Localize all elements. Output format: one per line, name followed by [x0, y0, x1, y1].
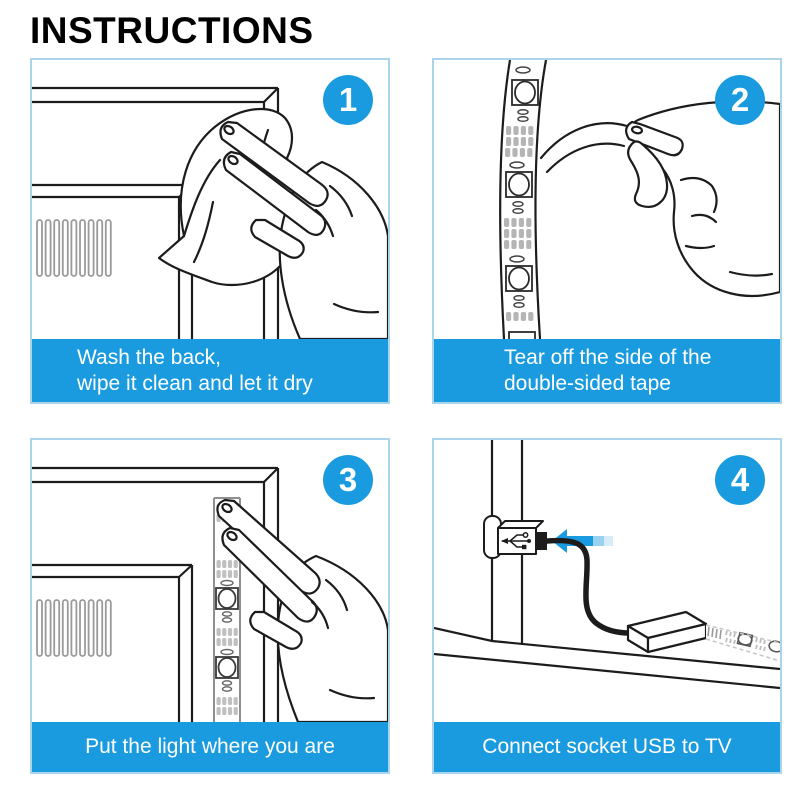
- page-title: INSTRUCTIONS: [30, 10, 314, 51]
- usb-cable: [547, 541, 630, 633]
- step-caption: [32, 339, 388, 402]
- step-caption: [32, 722, 388, 772]
- illustration-connect-usb: [434, 440, 780, 722]
- step-number-badge: [715, 75, 765, 125]
- vent-grille-icon: [37, 600, 111, 656]
- pinching-hand: [626, 101, 780, 296]
- step-number-badge: [715, 455, 765, 505]
- vent-grille-icon: [37, 220, 111, 276]
- illustration-peel-tape: [434, 60, 780, 339]
- step-panel-1: [30, 58, 390, 404]
- pressing-hand: [217, 500, 388, 722]
- illustration-wipe-tv: [32, 60, 388, 339]
- led-strip-tail: [706, 625, 780, 661]
- illustration-press-strip: [32, 440, 388, 722]
- step-panel-2: [432, 58, 782, 404]
- step-panel-3: [30, 438, 390, 774]
- caption-line: wipe it clean and let it dry: [77, 371, 313, 395]
- caption-line: Wash the back,: [77, 345, 221, 369]
- caption-line: Connect socket USB to TV: [482, 735, 732, 758]
- backing-tape-flap: [541, 123, 627, 172]
- led-strip: [500, 60, 546, 339]
- caption-line: Tear off the side of the: [504, 345, 712, 369]
- usb-socket: [484, 516, 543, 558]
- step-caption: [434, 722, 780, 772]
- caption-line: Put the light where you are: [85, 735, 335, 758]
- step-number: 2: [730, 81, 750, 118]
- controller-box: [628, 612, 706, 652]
- step-number: 3: [338, 461, 358, 498]
- step-caption: [434, 339, 780, 402]
- steps-grid: [30, 58, 800, 774]
- step-panel-4: [432, 438, 782, 774]
- step-number: 4: [730, 461, 750, 498]
- step-number-badge: [323, 75, 373, 125]
- caption-line: double-sided tape: [504, 371, 671, 395]
- step-number: 1: [338, 81, 358, 118]
- step-number-badge: [323, 455, 373, 505]
